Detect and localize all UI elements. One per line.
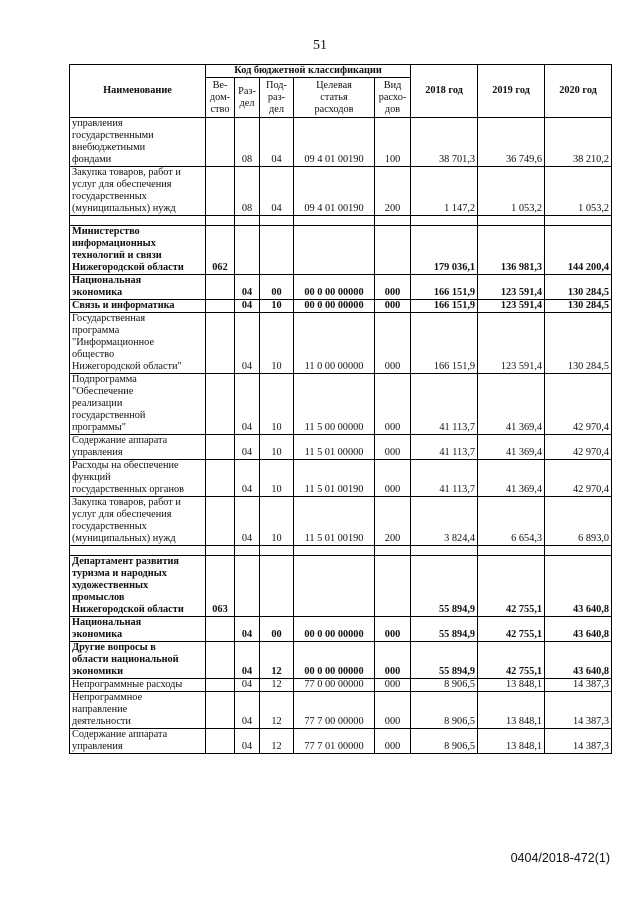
cell-y19: 42 755,1 [478, 617, 545, 642]
cell-y18: 8 906,5 [411, 729, 478, 754]
cell-y18: 8 906,5 [411, 679, 478, 692]
cell-cs: 00 0 00 00000 [294, 275, 375, 300]
budget-table [69, 64, 612, 754]
header-vedomstvo: Ве- дом- ство [206, 78, 235, 118]
cell-name: Департамент развития туризма и народных художественных промыслов Нижегородской области [70, 556, 206, 617]
cell-y20: 42 970,4 [545, 460, 612, 497]
header-razdel: Раз- дел [235, 78, 260, 118]
cell-y20: 14 387,3 [545, 692, 612, 729]
cell-y20: 38 210,2 [545, 118, 612, 167]
cell-name: Национальная экономика [70, 275, 206, 300]
page-number: 51 [313, 38, 327, 53]
cell-vr: 000 [375, 617, 411, 642]
cell-y20: 130 284,5 [545, 313, 612, 374]
cell-rz: 04 [235, 692, 260, 729]
cell-name: Государственная программа "Информационное общество Нижегородской области" [70, 313, 206, 374]
cell-vr: 000 [375, 460, 411, 497]
header-name: Наименование [70, 65, 206, 118]
table-row [70, 679, 612, 692]
cell-vr: 000 [375, 692, 411, 729]
cell-y18: 41 113,7 [411, 435, 478, 460]
table-row [70, 118, 612, 167]
cell-y18: 55 894,9 [411, 556, 478, 617]
cell-y19: 13 848,1 [478, 679, 545, 692]
cell-cs: 09 4 01 00190 [294, 118, 375, 167]
cell-y20: 43 640,8 [545, 617, 612, 642]
cell-rz: 04 [235, 435, 260, 460]
header-2020: 2020 год [545, 65, 612, 118]
cell-vr: 000 [375, 313, 411, 374]
table-body [70, 118, 612, 754]
header-kbk: Код бюджетной классификации [206, 65, 411, 78]
cell-y19: 13 848,1 [478, 692, 545, 729]
cell-ved [206, 118, 235, 167]
cell-y18: 166 151,9 [411, 300, 478, 313]
cell-pr: 04 [260, 167, 294, 216]
cell-y20: 1 053,2 [545, 167, 612, 216]
cell-y20: 6 893,0 [545, 497, 612, 546]
cell-ved [206, 374, 235, 435]
cell-vr: 000 [375, 435, 411, 460]
cell-y19: 123 591,4 [478, 275, 545, 300]
cell-ved [206, 679, 235, 692]
cell-y20: 130 284,5 [545, 275, 612, 300]
cell-cs: 11 5 01 00190 [294, 460, 375, 497]
cell-rz: 04 [235, 300, 260, 313]
cell-cs: 11 5 01 00190 [294, 497, 375, 546]
cell-y18: 179 036,1 [411, 226, 478, 275]
cell-y20: 14 387,3 [545, 729, 612, 754]
cell-name: Расходы на обеспечение функций государственных органов [70, 460, 206, 497]
cell-ved: 062 [206, 226, 235, 275]
table-row [70, 275, 612, 300]
cell-cs: 77 7 00 00000 [294, 692, 375, 729]
table-row [70, 313, 612, 374]
cell-vr: 000 [375, 374, 411, 435]
cell-vr: 000 [375, 729, 411, 754]
cell-pr: 12 [260, 729, 294, 754]
cell-vr: 000 [375, 275, 411, 300]
cell-y19: 41 369,4 [478, 460, 545, 497]
cell-pr [260, 556, 294, 617]
cell-rz: 04 [235, 729, 260, 754]
table-row [70, 556, 612, 617]
cell-rz: 04 [235, 497, 260, 546]
cell-ved [206, 275, 235, 300]
cell-ved [206, 692, 235, 729]
cell-pr: 10 [260, 300, 294, 313]
cell-y19: 6 654,3 [478, 497, 545, 546]
cell-name: Другие вопросы в области национальной экономики [70, 642, 206, 679]
cell-vr: 000 [375, 679, 411, 692]
cell-rz [235, 226, 260, 275]
cell-vr: 200 [375, 167, 411, 216]
cell-pr: 00 [260, 617, 294, 642]
cell-rz: 08 [235, 118, 260, 167]
cell-y20: 43 640,8 [545, 642, 612, 679]
header-2019: 2019 год [478, 65, 545, 118]
cell-y19: 41 369,4 [478, 374, 545, 435]
cell-y20: 42 970,4 [545, 435, 612, 460]
table-row [70, 226, 612, 275]
cell-ved [206, 300, 235, 313]
cell-ved [206, 617, 235, 642]
header-2018: 2018 год [411, 65, 478, 118]
cell-y19: 42 755,1 [478, 642, 545, 679]
table-row [70, 692, 612, 729]
cell-cs: 09 4 01 00190 [294, 167, 375, 216]
cell-y18: 55 894,9 [411, 617, 478, 642]
cell-pr: 04 [260, 118, 294, 167]
table-row [70, 617, 612, 642]
cell-pr: 00 [260, 275, 294, 300]
table-row [70, 729, 612, 754]
cell-pr: 10 [260, 313, 294, 374]
cell-pr: 12 [260, 692, 294, 729]
cell-y19: 13 848,1 [478, 729, 545, 754]
cell-name: Подпрограмма "Обеспечение реализации государственной программы" [70, 374, 206, 435]
table-row [70, 374, 612, 435]
table-row [70, 435, 612, 460]
cell-ved [206, 313, 235, 374]
cell-cs: 00 0 00 00000 [294, 642, 375, 679]
cell-ved [206, 729, 235, 754]
cell-cs: 77 0 00 00000 [294, 679, 375, 692]
cell-ved: 063 [206, 556, 235, 617]
cell-y20: 130 284,5 [545, 300, 612, 313]
cell-name: Закупка товаров, работ и услуг для обеспечения государственных (муниципальных) нужд [70, 167, 206, 216]
cell-pr: 12 [260, 679, 294, 692]
cell-y19: 42 755,1 [478, 556, 545, 617]
cell-y20: 43 640,8 [545, 556, 612, 617]
cell-rz: 04 [235, 679, 260, 692]
cell-y18: 41 113,7 [411, 460, 478, 497]
cell-pr: 12 [260, 642, 294, 679]
cell-name: Национальная экономика [70, 617, 206, 642]
cell-cs: 77 7 01 00000 [294, 729, 375, 754]
cell-rz: 04 [235, 275, 260, 300]
cell-name: Министерство информационных технологий и связи Нижегородской области [70, 226, 206, 275]
cell-cs: 00 0 00 00000 [294, 617, 375, 642]
cell-cs: 11 0 00 00000 [294, 313, 375, 374]
document-code: 0404/2018-472(1) [510, 851, 610, 865]
cell-name: Содержание аппарата управления [70, 435, 206, 460]
cell-name: Непрограммное направление деятельности [70, 692, 206, 729]
cell-rz [235, 556, 260, 617]
cell-vr [375, 556, 411, 617]
spacer-row [70, 216, 612, 226]
cell-name: Непрограммные расходы [70, 679, 206, 692]
cell-ved [206, 497, 235, 546]
cell-cs [294, 226, 375, 275]
table-row [70, 300, 612, 313]
cell-y18: 55 894,9 [411, 642, 478, 679]
cell-y19: 123 591,4 [478, 313, 545, 374]
cell-vr: 100 [375, 118, 411, 167]
cell-vr: 200 [375, 497, 411, 546]
cell-rz: 04 [235, 617, 260, 642]
header-expense-type: Вид расхо- дов [375, 78, 411, 118]
cell-rz: 04 [235, 642, 260, 679]
cell-y18: 41 113,7 [411, 374, 478, 435]
cell-y19: 123 591,4 [478, 300, 545, 313]
cell-name: Содержание аппарата управления [70, 729, 206, 754]
cell-cs: 11 5 01 00000 [294, 435, 375, 460]
cell-cs [294, 556, 375, 617]
cell-name: управления государственными внебюджетными фондами [70, 118, 206, 167]
cell-cs: 00 0 00 00000 [294, 300, 375, 313]
cell-y20: 144 200,4 [545, 226, 612, 275]
cell-y20: 42 970,4 [545, 374, 612, 435]
cell-name: Закупка товаров, работ и услуг для обеспечения государственных (муниципальных) нужд [70, 497, 206, 546]
cell-pr [260, 226, 294, 275]
cell-name: Связь и информатика [70, 300, 206, 313]
cell-y19: 1 053,2 [478, 167, 545, 216]
cell-rz: 04 [235, 313, 260, 374]
cell-pr: 10 [260, 497, 294, 546]
table-row [70, 497, 612, 546]
table-row [70, 460, 612, 497]
cell-y18: 3 824,4 [411, 497, 478, 546]
header-podrazdel: Под- раз- дел [260, 78, 294, 118]
cell-y20: 14 387,3 [545, 679, 612, 692]
cell-y18: 1 147,2 [411, 167, 478, 216]
table-row [70, 167, 612, 216]
cell-vr: 000 [375, 300, 411, 313]
cell-pr: 10 [260, 460, 294, 497]
header-target-article: Целевая статья расходов [294, 78, 375, 118]
cell-y19: 36 749,6 [478, 118, 545, 167]
cell-y18: 166 151,9 [411, 275, 478, 300]
spacer-row [70, 546, 612, 556]
table-row [70, 642, 612, 679]
cell-y18: 38 701,3 [411, 118, 478, 167]
cell-rz: 04 [235, 460, 260, 497]
cell-rz: 04 [235, 374, 260, 435]
cell-cs: 11 5 00 00000 [294, 374, 375, 435]
cell-ved [206, 460, 235, 497]
cell-pr: 10 [260, 374, 294, 435]
cell-vr: 000 [375, 642, 411, 679]
cell-ved [206, 435, 235, 460]
cell-vr [375, 226, 411, 275]
cell-rz: 08 [235, 167, 260, 216]
cell-y19: 41 369,4 [478, 435, 545, 460]
cell-y19: 136 981,3 [478, 226, 545, 275]
cell-pr: 10 [260, 435, 294, 460]
cell-y18: 8 906,5 [411, 692, 478, 729]
cell-ved [206, 642, 235, 679]
cell-y18: 166 151,9 [411, 313, 478, 374]
cell-ved [206, 167, 235, 216]
